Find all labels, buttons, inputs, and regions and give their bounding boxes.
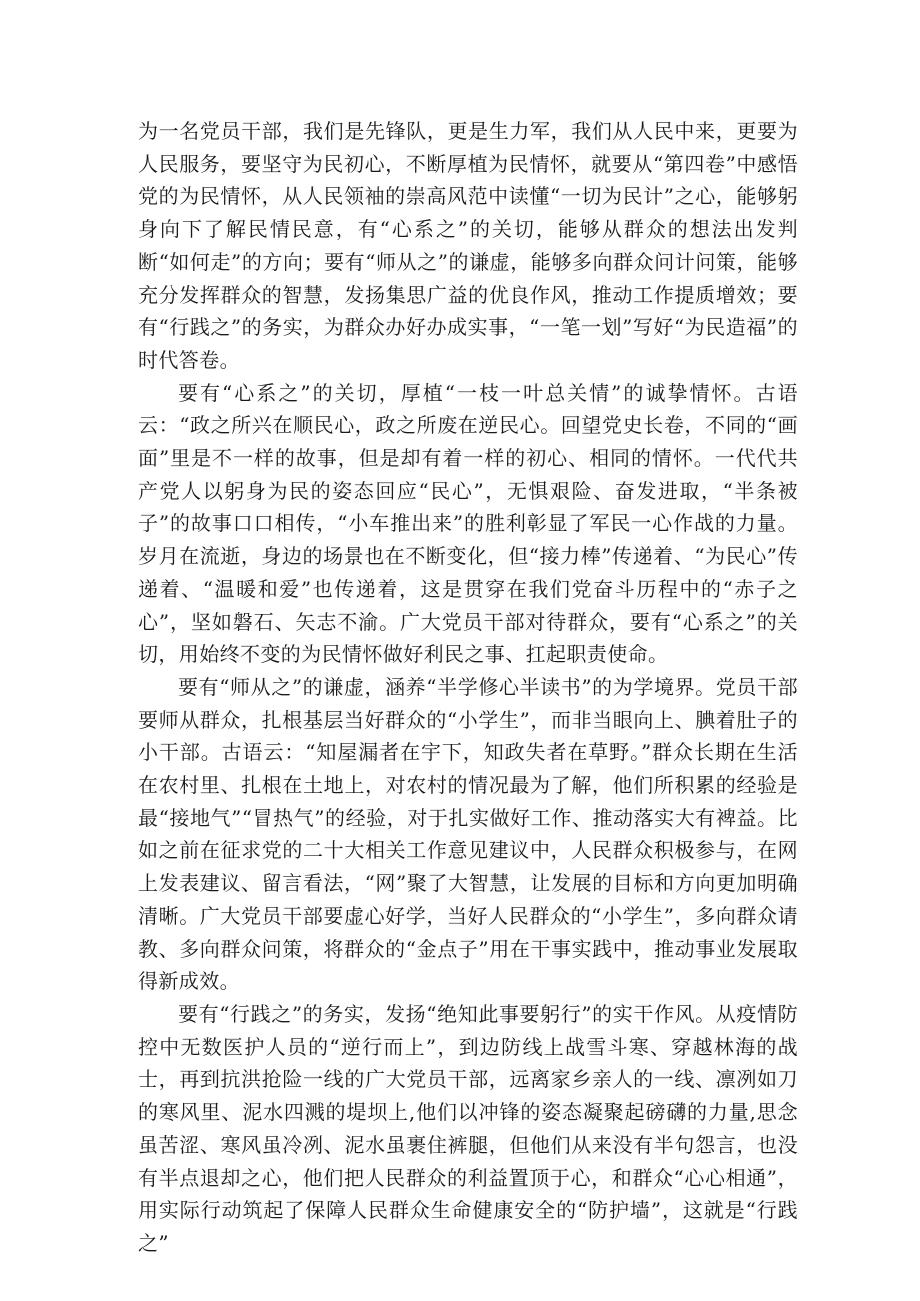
- paragraph-2: 要有“心系之”的关切，厚植“一枝一叶总关情”的诚挚情怀。古语云：“政之所兴在顺民心，政之所废在逆民心。回望党史长卷，不同的“画面”里是不一样的故事，但是却有着一样的初心、相同的情怀。一代代共产党人以躬身为民的姿态回应“民心”，无惧艰险、奋发进取，“半条被子”的故事口口相传，“小车推出来”的胜利彰显了军民一心作战的力量。岁月在流逝，身边的场景也在不断变化，但“接力棒”传递着、“为民心”传递着、“温暖和爱”也传递着，这是贯穿在我们党奋斗历程中的“赤子之心”，坚如磐石、矢志不渝。广大党员干部对待群众，要有“心系之”的关切，用始终不变的为民情怀做好利民之事、扛起职责使命。: [138, 380, 798, 667]
- paragraph-1: 为一名党员干部，我们是先锋队，更是生力军，我们从人民中来，更要为人民服务，要坚守为民初心，不断厚植为民情怀，就要从“第四卷”中感悟党的为民情怀，从人民领袖的崇高风范中读懂“一切为民计”之心，能够躬身向下了解民情民意，有“心系之”的关切，能够从群众的想法出发判断“如何走”的方向；要有“师从之”的谦虚，能够多向群众问计问策，能够充分发挥群众的智慧，发扬集思广益的优良作风，推动工作提质增效；要有“行践之”的务实，为群众办好办成实事，“一笔一划”写好“为民造福”的时代答卷。: [138, 119, 798, 372]
- paragraph-4: 要有“行践之”的务实，发扬“绝知此事要躬行”的实干作风。从疫情防控中无数医护人员的“逆行而上”，到边防线上战雪斗寒、穿越林海的战士，再到抗洪抢险一线的广大党员干部，远离家乡亲人的一线、凛冽如刀的寒风里、泥水四溅的堤坝上,他们以冲锋的姿态凝聚起磅礴的力量,思念虽苦涩、寒风虽冷冽、泥水虽裹住裤腿，但他们从来没有半句怨言，也没有半点退却之心，他们把人民群众的利益置顶于心，和群众“心心相通”，用实际行动筑起了保障人民群众生命健康安全的“防护墙”，这就是“行践之”: [138, 1001, 798, 1255]
- paragraph-3: 要有“师从之”的谦虚，涵养“半学修心半读书”的为学境界。党员干部要师从群众，扎根基层当好群众的“小学生”，而非当眼向上、腆着肚子的小干部。古语云：“知屋漏者在宇下，知政失者在草野。”群众长期在生活在农村里、扎根在土地上，对农村的情况最为了解，他们所积累的经验是最“接地气”“冒热气”的经验，对于扎实做好工作、推动落实大有裨益。比如之前在征求党的二十大相关工作意见建议中，人民群众积极参与，在网上发表建议、留言看法，“网”聚了大智慧，让发展的目标和方向更加明确清晰。广大党员干部要虚心好学，当好人民群众的“小学生”，多向群众请教、多向群众问策，将群众的“金点子”用在干事实践中，推动事业发展取得新成效。: [138, 674, 798, 994]
- document-body: [138, 115, 798, 1260]
